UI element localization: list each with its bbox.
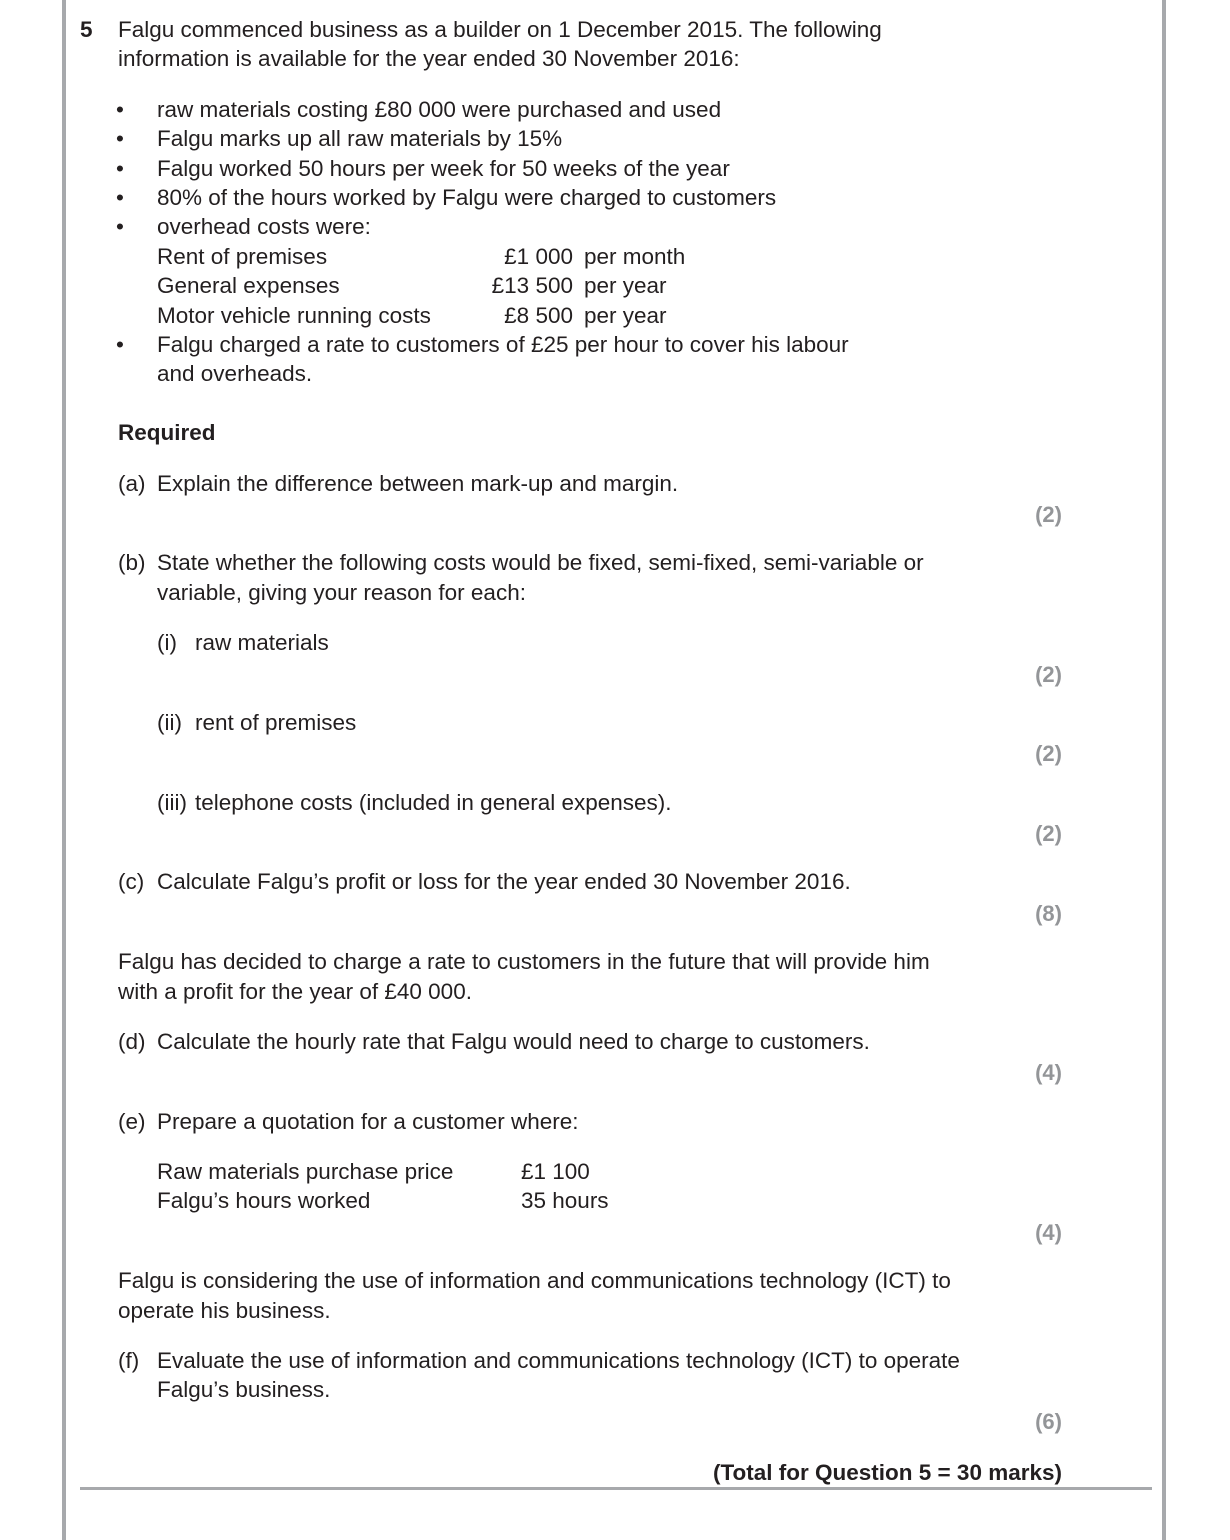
part-bi-text: raw materials (195, 630, 329, 655)
part-a-text: Explain the difference between mark-up and margin. (157, 471, 679, 496)
bullet-item: raw materials costing £80 000 were purchased and used (157, 97, 722, 122)
part-b-text-cont: variable, giving your reason for each: (157, 580, 526, 605)
part-b-label: (b) (118, 550, 146, 575)
quote-row-label: Falgu’s hours worked (157, 1188, 371, 1213)
stem-f-line-1: Falgu is considering the use of information and communications technology (ICT) to (118, 1268, 951, 1293)
overhead-label: Motor vehicle running costs (157, 303, 431, 328)
part-f-marks: (6) (1035, 1409, 1062, 1434)
question-number: 5 (80, 17, 93, 42)
divider (80, 1487, 1152, 1490)
part-bii-marks: (2) (1035, 741, 1062, 766)
quote-row-value: 35 hours (521, 1188, 609, 1213)
part-biii-text: telephone costs (included in general expenses). (195, 790, 672, 815)
part-biii-label: (iii) (157, 790, 187, 815)
intro-line-1: Falgu commenced business as a builder on 1 December 2015. The following (118, 17, 882, 42)
part-f-text: Evaluate the use of information and communications technology (ICT) to operate (157, 1348, 960, 1373)
bullet-item: overhead costs were: (157, 214, 371, 239)
bullet-icon: • (116, 214, 124, 239)
bullet-icon: • (116, 185, 124, 210)
part-e-marks: (4) (1035, 1220, 1062, 1245)
part-c-text: Calculate Falgu’s profit or loss for the year ended 30 November 2016. (157, 869, 851, 894)
part-c-label: (c) (118, 869, 145, 894)
part-bii-label: (ii) (157, 710, 182, 735)
part-e-label: (e) (118, 1109, 146, 1134)
bullet-item: 80% of the hours worked by Falgu were charged to customers (157, 185, 777, 210)
overhead-amount: £8 500 (504, 303, 573, 328)
part-f-label: (f) (118, 1348, 140, 1373)
stem-d-line-2: with a profit for the year of £40 000. (118, 979, 472, 1004)
part-a-label: (a) (118, 471, 146, 496)
stem-d-line-1: Falgu has decided to charge a rate to customers in the future that will provide him (118, 949, 930, 974)
part-c-marks: (8) (1035, 901, 1062, 926)
intro-line-2: information is available for the year ended 30 November 2016: (118, 46, 740, 71)
overhead-label: General expenses (157, 273, 340, 298)
part-biii-marks: (2) (1035, 821, 1062, 846)
quote-row-value: £1 100 (521, 1159, 590, 1184)
part-bii-text: rent of premises (195, 710, 357, 735)
part-bi-label: (i) (157, 630, 177, 655)
bullet-item: Falgu worked 50 hours per week for 50 weeks of the year (157, 156, 730, 181)
overhead-period: per year (584, 303, 667, 328)
part-a-marks: (2) (1035, 502, 1062, 527)
required-heading: Required (118, 420, 216, 445)
bullet-item: Falgu charged a rate to customers of £25 per hour to cover his labour (157, 332, 849, 357)
part-f-text-cont: Falgu’s business. (157, 1377, 331, 1402)
bullet-item-cont: and overheads. (157, 361, 313, 386)
part-e-text: Prepare a quotation for a customer where: (157, 1109, 579, 1134)
bullet-icon: • (116, 332, 124, 357)
bullet-icon: • (116, 97, 124, 122)
quote-row-label: Raw materials purchase price (157, 1159, 454, 1184)
part-bi-marks: (2) (1035, 662, 1062, 687)
bullet-item: Falgu marks up all raw materials by 15% (157, 126, 563, 151)
part-d-text: Calculate the hourly rate that Falgu would need to charge to customers. (157, 1029, 870, 1054)
part-d-label: (d) (118, 1029, 146, 1054)
overhead-amount: £1 000 (504, 244, 573, 269)
bullet-icon: • (116, 156, 124, 181)
part-d-marks: (4) (1035, 1060, 1062, 1085)
part-b-text: State whether the following costs would be fixed, semi-fixed, semi-variable or (157, 550, 924, 575)
overhead-amount: £13 500 (491, 273, 573, 298)
overhead-label: Rent of premises (157, 244, 328, 269)
total-marks: (Total for Question 5 = 30 marks) (712, 1460, 1062, 1485)
bullet-icon: • (116, 126, 124, 151)
overhead-period: per year (584, 273, 667, 298)
overhead-period: per month (584, 244, 686, 269)
stem-f-line-2: operate his business. (118, 1298, 331, 1323)
